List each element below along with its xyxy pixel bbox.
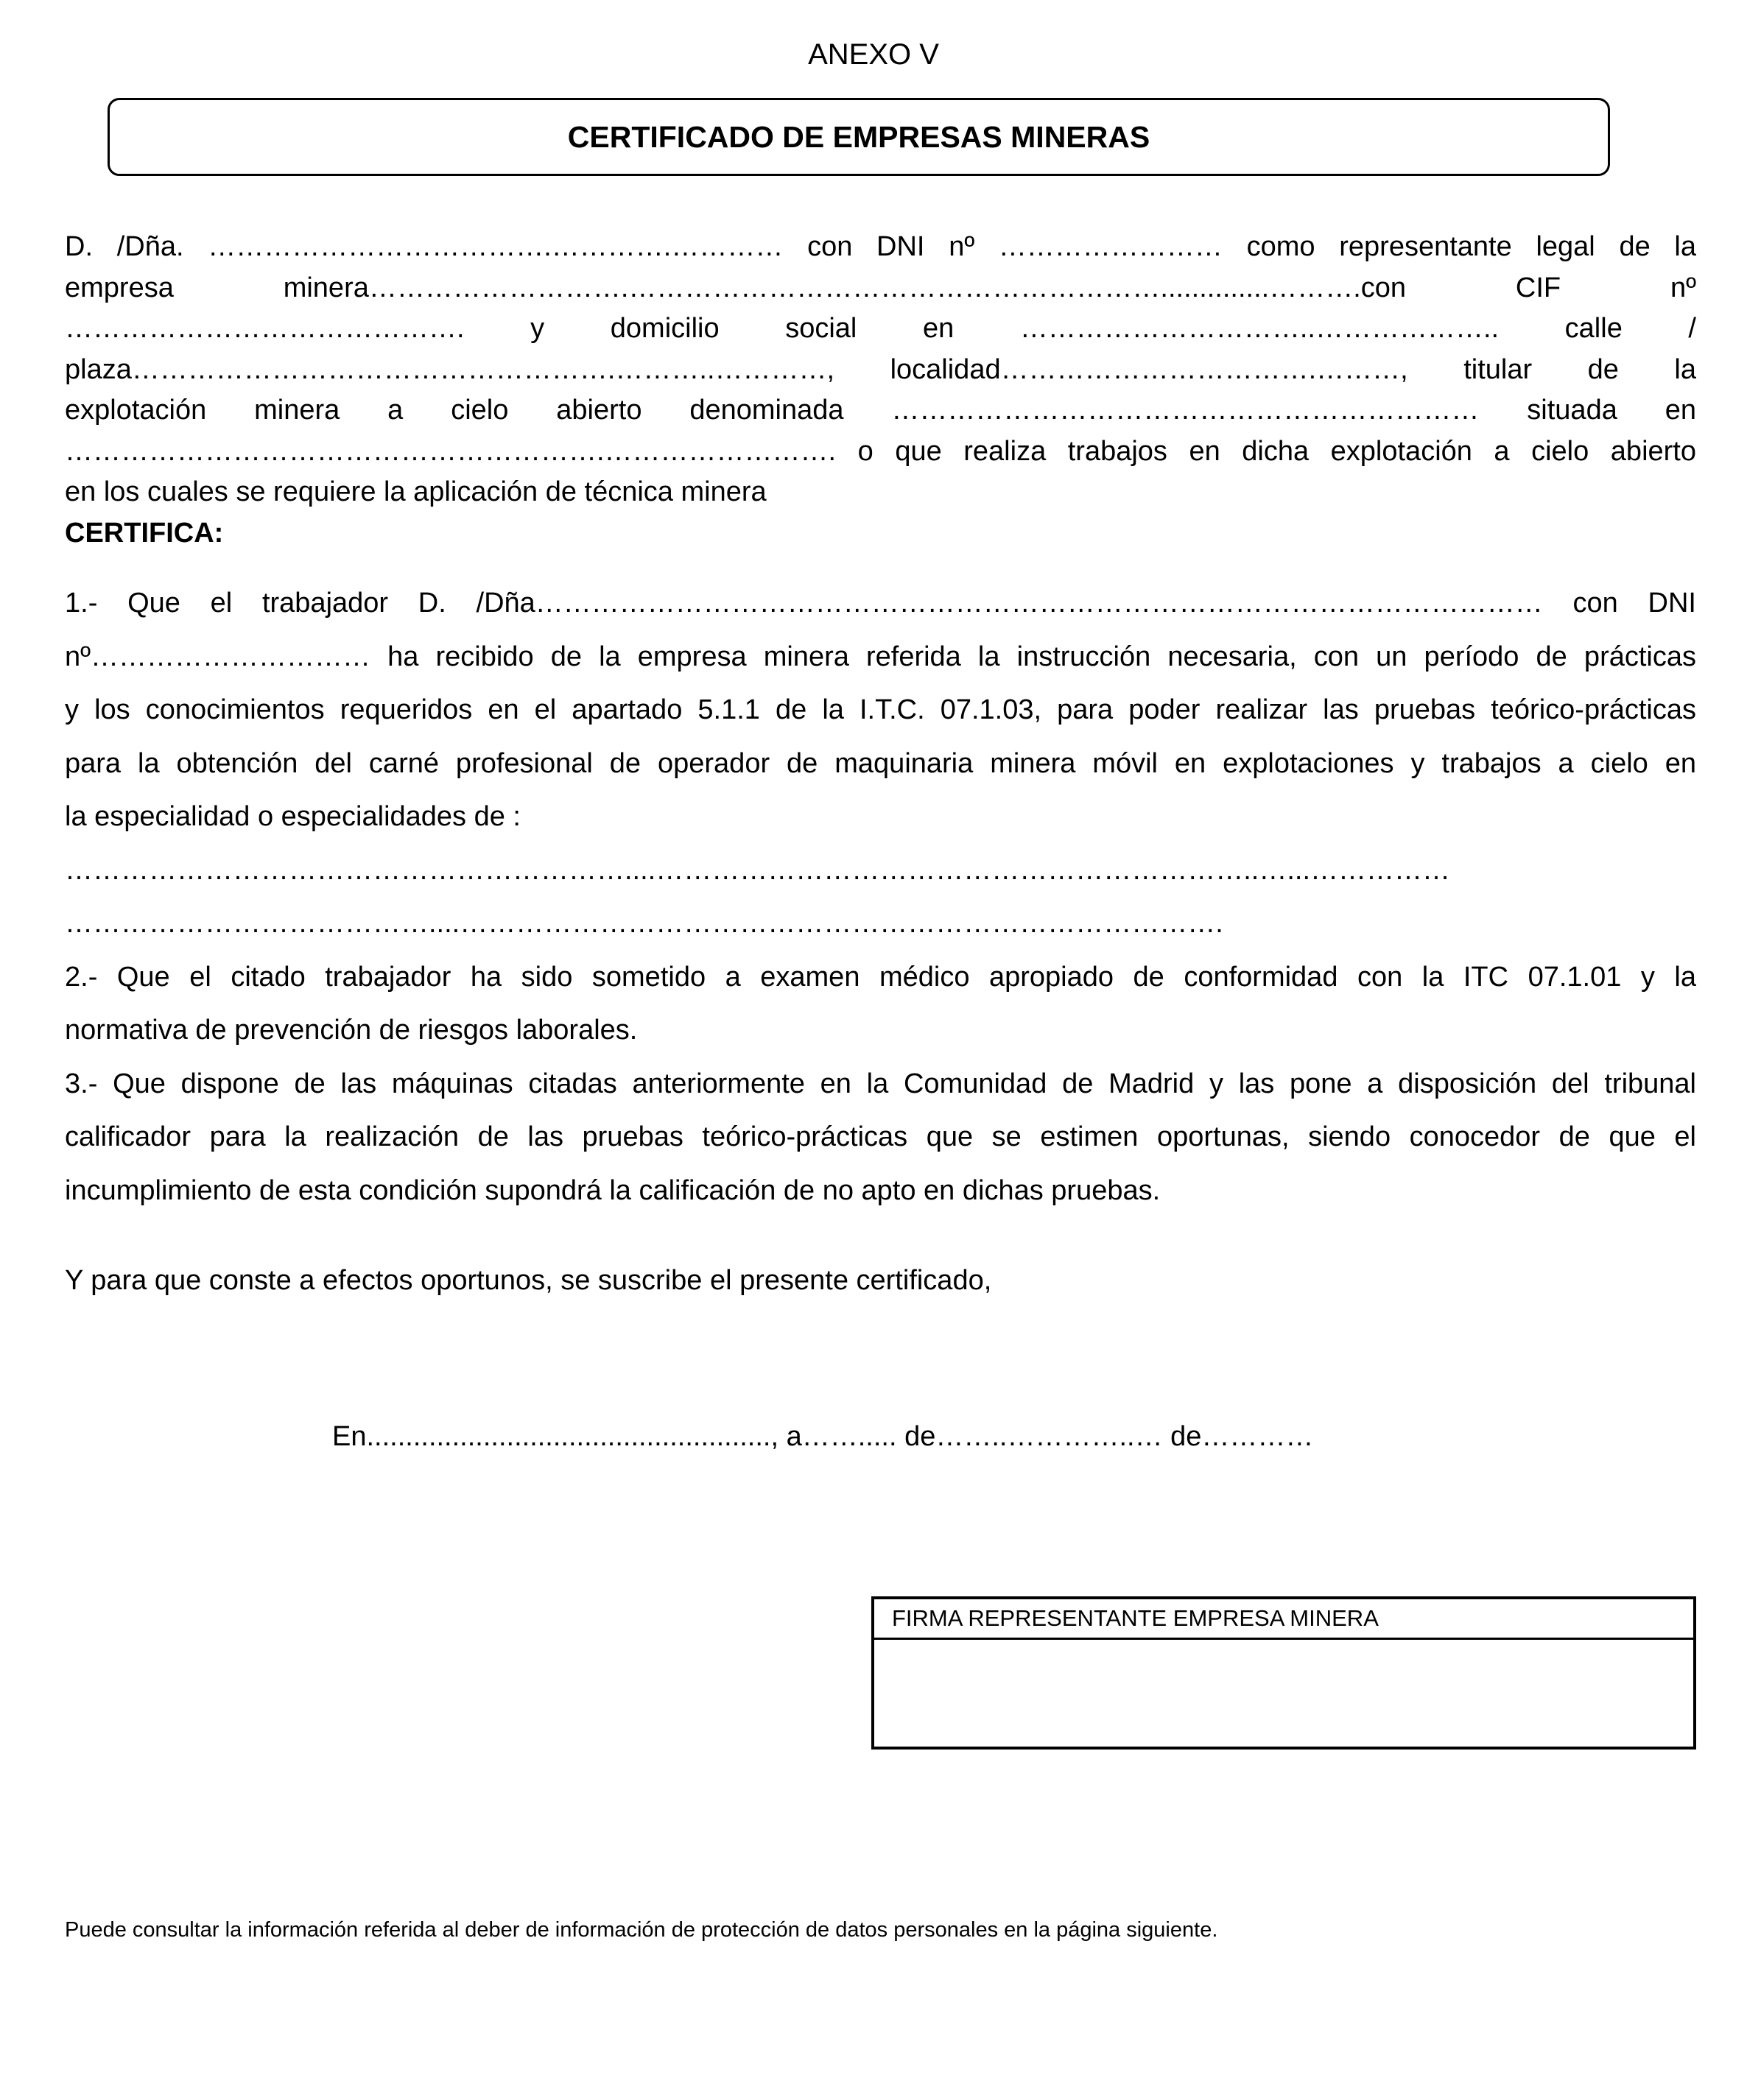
item-3-line: incumplimiento de esta condición supondrá la calificación de no apto en dichas pruebas. [65, 1174, 1161, 1206]
intro-line: plaza…………………………………………….………..…………, localidad…………………………….………, titular de la [65, 353, 1696, 385]
item-1-line: para la obtención del carné profesional de operador de maquinaria minera móvil en explotaciones y trabajos a cielo en [65, 747, 1696, 779]
document-title: CERTIFICADO DE EMPRESAS MINERAS [567, 119, 1150, 154]
items-block [65, 577, 1696, 1217]
signature-box[interactable] [871, 1596, 1696, 1750]
signature-label: FIRMA REPRESENTANTE EMPRESA MINERA [874, 1599, 1693, 1640]
intro-line: empresa minera……………………….…………………………………………………..............……….con CIF nº [65, 272, 1696, 303]
item-1-line: 1.- Que el trabajador D. /Dña……………………………………………………………………………………………… con DNI [65, 588, 1696, 619]
title-box [108, 98, 1610, 176]
intro-line: ……………………………………. y domicilio social en …………………………..……………….. calle / [65, 313, 1696, 344]
intro-paragraph [65, 227, 1696, 554]
item-1-line: y los conocimientos requeridos en el apartado 5.1.1 de la I.T.C. 07.1.03, para poder realizar las pruebas teórico-prácticas [65, 694, 1696, 725]
certifica-label: CERTIFICA: [65, 517, 224, 549]
intro-line: D. /Dña. ……………………………….………….………… con DNI nº …………………… como representante legal de la [65, 231, 1696, 262]
data-protection-note: Puede consultar la información referida al deber de información de protección de datos personales en la página siguiente. [65, 1918, 1218, 1942]
intro-line: ………………………………………………….……………………. o que realiza trabajos en dicha explotación a cielo abierto [65, 435, 1696, 467]
specialty-blank-line[interactable]: …………………………………....………………………………………………………………………. [65, 908, 1223, 939]
item-1-line: la especialidad o especialidades de : [65, 801, 521, 832]
intro-line: en los cuales se requiere la aplicación de técnica minera [65, 476, 767, 507]
closing-statement: Y para que conste a efectos oportunos, se suscribe el presente certificado, [65, 1265, 992, 1296]
item-3-line: 3.- Que dispone de las máquinas citadas anteriormente en la Comunidad de Madrid y las pone a disposición del tribunal [65, 1068, 1696, 1099]
item-1-line: nº………………………… ha recibido de la empresa minera referida la instrucción necesaria, con un período de prácticas [65, 641, 1696, 672]
item-2-line: normativa de prevención de riesgos laborales. [65, 1015, 638, 1046]
specialty-blank-line[interactable]: ……………………………………………………....………………………………………………………..…...…………… [65, 854, 1451, 886]
item-3-line: calificador para la realización de las pruebas teórico-prácticas que se estimen oportunas, siendo conocedor de que el [65, 1121, 1696, 1152]
place-date-line[interactable]: En...................................................., a……..... de……..…………..… de………… [332, 1421, 1314, 1452]
annex-number: ANEXO V [808, 38, 939, 71]
item-2-line: 2.- Que el citado trabajador ha sido sometido a examen médico apropiado de conformidad con la ITC 07.1.01 y la [65, 961, 1696, 993]
intro-line: explotación minera a cielo abierto denominada ……………………………………………………… situada en [65, 395, 1696, 426]
